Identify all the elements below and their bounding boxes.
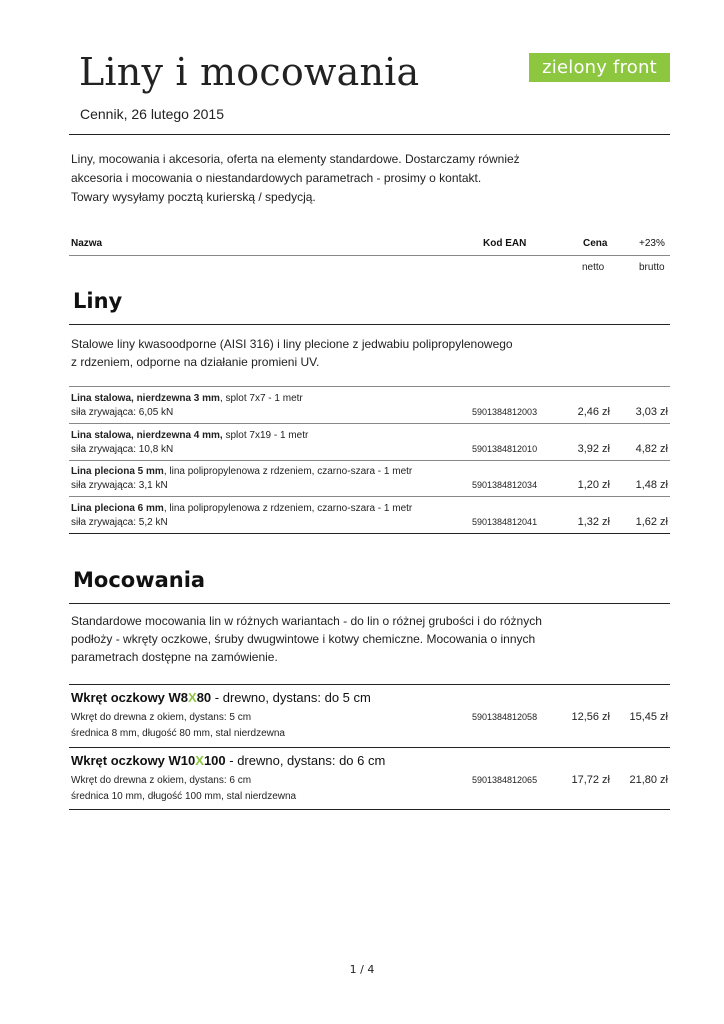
description-line: Standardowe mocowania lin w różnych wariantach - do lin o różnej grubości i do różnych [71,614,542,628]
product-name [71,430,308,441]
product-name-rest: splot 7x19 - 1 metr [222,430,309,441]
intro-line: Liny, mocowania i akcesoria, oferta na elementy standardowe. Dostarczamy również [71,152,520,166]
column-header-gross: brutto [639,262,665,273]
product-name-rest: , lina polipropylenowa z rdzeniem, czarno-szara - 1 metr [163,466,413,477]
row-divider [69,460,670,461]
product-ean: 5901384812041 [472,517,538,527]
row-divider [69,423,670,424]
product-name-bold: Wkręt oczkowy W8 [71,690,189,705]
product-ean: 5901384812034 [472,480,538,490]
price-net: 17,72 zł [571,774,610,786]
product-spec: średnica 10 mm, długość 100 mm, stal nierdzewna [71,791,297,802]
price-net: 12,56 zł [571,711,610,723]
price-net: 1,32 zł [577,516,610,528]
product-title [71,690,371,705]
section-title-mocowania: Mocowania [73,568,206,592]
product-spec: Wkręt do drewna z okiem, dystans: 5 cm [71,712,252,723]
product-name-bold: Lina pleciona 6 mm [71,503,164,514]
intro-text [71,150,520,207]
row-divider [69,496,670,497]
page-title: Liny i mocowania [79,50,420,94]
price-net: 2,46 zł [577,406,610,418]
product-name-bold: 100 [203,753,226,768]
row-divider [69,747,670,748]
product-name-bold: Lina stalowa, nierdzewna 4 mm, [71,430,223,441]
column-header-vat: +23% [639,238,665,249]
price-gross: 15,45 zł [629,711,668,723]
product-name-rest: , splot 7x7 - 1 metr [219,393,303,404]
intro-line: Towary wysyłamy pocztą kurierską / spedycją. [71,190,316,204]
product-title [71,753,385,768]
product-spec: średnica 8 mm, długość 80 mm, stal nierdzewna [71,728,285,739]
product-name [71,503,412,514]
product-ean: 5901384812065 [472,775,538,785]
column-header-divider [69,255,670,256]
header-divider [69,134,670,135]
product-ean: 5901384812003 [472,407,538,417]
price-net: 3,92 zł [577,443,610,455]
description-line: Stalowe liny kwasoodporne (AISI 316) i liny plecione z jedwabiu polipropylenowego [71,337,513,351]
product-spec: siła zrywająca: 10,8 kN [71,444,174,455]
section-description-liny [71,335,513,371]
row-divider [69,684,670,685]
product-ean: 5901384812010 [472,444,538,454]
column-header-ean: Kod EAN [483,238,527,249]
product-spec: siła zrywająca: 6,05 kN [71,407,174,418]
product-name [71,466,412,477]
product-spec: Wkręt do drewna z okiem, dystans: 6 cm [71,775,252,786]
section-title-liny: Liny [73,289,123,313]
intro-line: akcesoria i mocowania o niestandardowych parametrach - prosimy o kontakt. [71,171,482,185]
product-name-rest: - drewno, dystans: do 5 cm [211,690,371,705]
description-line: podłoży - wkręty oczkowe, śruby dwugwintowe i kotwy chemiczne. Mocowania o innych [71,632,536,646]
product-name-rest: - drewno, dystans: do 6 cm [225,753,386,768]
price-gross: 1,48 zł [635,479,668,491]
section-end-divider [69,809,670,810]
product-size-separator: X [195,753,204,768]
price-gross: 1,62 zł [635,516,668,528]
column-header-price: Cena [583,238,608,249]
description-line: parametrach dostępne na zamówienie. [71,650,278,664]
brand-logo: zielony front [529,53,670,82]
price-gross: 21,80 zł [629,774,668,786]
price-list-date: Cennik, 26 lutego 2015 [80,106,224,122]
price-net: 1,20 zł [577,479,610,491]
page-number: 1 / 4 [349,963,375,976]
product-ean: 5901384812058 [472,712,538,722]
section-description-mocowania [71,612,542,666]
row-divider [69,386,670,387]
product-spec: siła zrywająca: 3,1 kN [71,480,168,491]
price-gross: 3,03 zł [635,406,668,418]
description-line: z rdzeniem, odporne na działanie promieni UV. [71,355,320,369]
section-end-divider [69,533,670,534]
section-divider [69,324,670,325]
column-header-name: Nazwa [71,238,103,249]
product-name-bold: Lina pleciona 5 mm [71,466,164,477]
section-divider [69,603,670,604]
price-gross: 4,82 zł [635,443,668,455]
product-name-rest: , lina polipropylenowa z rdzeniem, czarno-szara - 1 metr [163,503,413,514]
column-header-net: netto [582,262,605,273]
product-name-bold: Wkręt oczkowy W10 [71,753,196,768]
product-size-separator: X [188,690,197,705]
product-name [71,393,303,404]
product-name-bold: 80 [196,690,212,705]
product-name-bold: Lina stalowa, nierdzewna 3 mm [71,393,220,404]
product-spec: siła zrywająca: 5,2 kN [71,517,168,528]
